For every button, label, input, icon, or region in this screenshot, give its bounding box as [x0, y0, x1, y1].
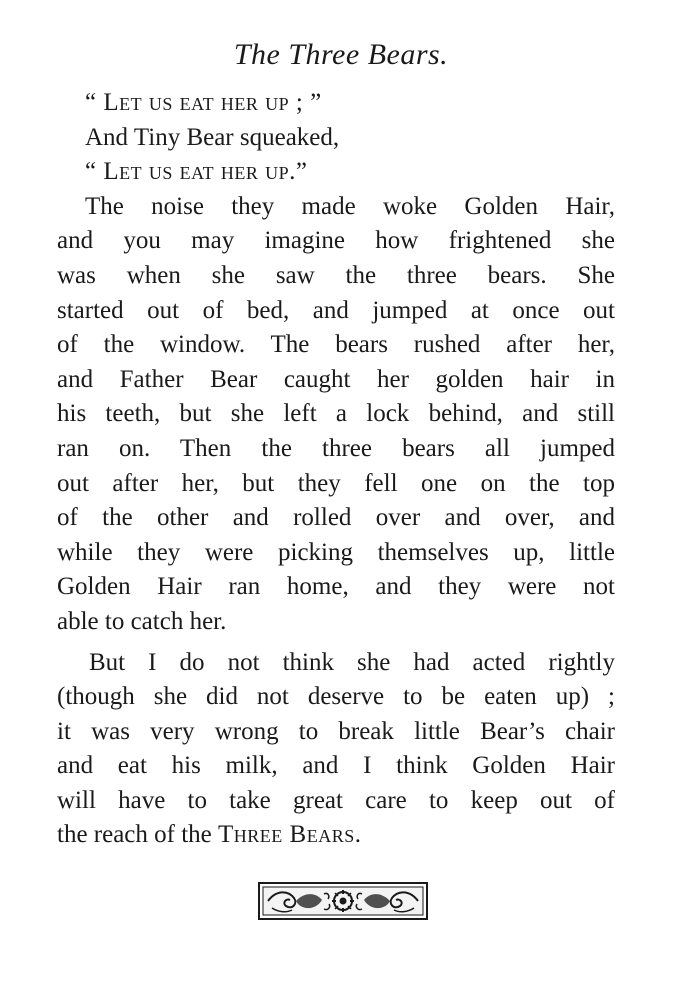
- text-line: But I do not think she had acted rightly: [89, 648, 615, 676]
- page-title: The Three Bears.: [233, 38, 449, 71]
- text-line: of the other and rolled over and over, and: [57, 504, 615, 532]
- text-line-last: [57, 818, 615, 853]
- text-line: “ Let us eat her up.”: [85, 158, 308, 186]
- text-line: his teeth, but she left a lock behind, and still: [57, 400, 615, 428]
- text-line: while they were picking themselves up, little: [57, 538, 615, 566]
- text-line: “ Let us eat her up ; ”: [85, 89, 322, 116]
- text-line: out after her, but they fell one on the top: [57, 469, 615, 497]
- text-line: Golden Hair ran home, and they were not: [57, 573, 615, 601]
- text-line: and Father Bear caught her golden hair in: [57, 365, 615, 393]
- story-text: [57, 86, 615, 853]
- text-line-content: the reach of the Three Bears.: [57, 821, 361, 849]
- text-line: able to catch her.: [57, 607, 227, 635]
- text-line: was when she saw the three bears. She: [57, 261, 615, 289]
- floral-ornament-icon: [258, 882, 428, 920]
- text-line: The noise they made woke Golden Hair,: [85, 192, 615, 220]
- text-line: ran on. Then the three bears all jumped: [57, 434, 615, 462]
- text-line: of the window. The bears rushed after her,: [57, 331, 615, 359]
- text-line: And Tiny Bear squeaked,: [85, 123, 340, 151]
- text-line: it was very wrong to break little Bear’s chair: [57, 717, 615, 745]
- text-line: (though she did not deserve to be eaten up) ;: [57, 683, 615, 711]
- text-line: and you may imagine how frightened she: [57, 227, 615, 255]
- text-line: will have to take great care to keep out of: [57, 786, 615, 814]
- text-line: started out of bed, and jumped at once out: [57, 296, 615, 324]
- text-line: and eat his milk, and I think Golden Hair: [57, 752, 615, 780]
